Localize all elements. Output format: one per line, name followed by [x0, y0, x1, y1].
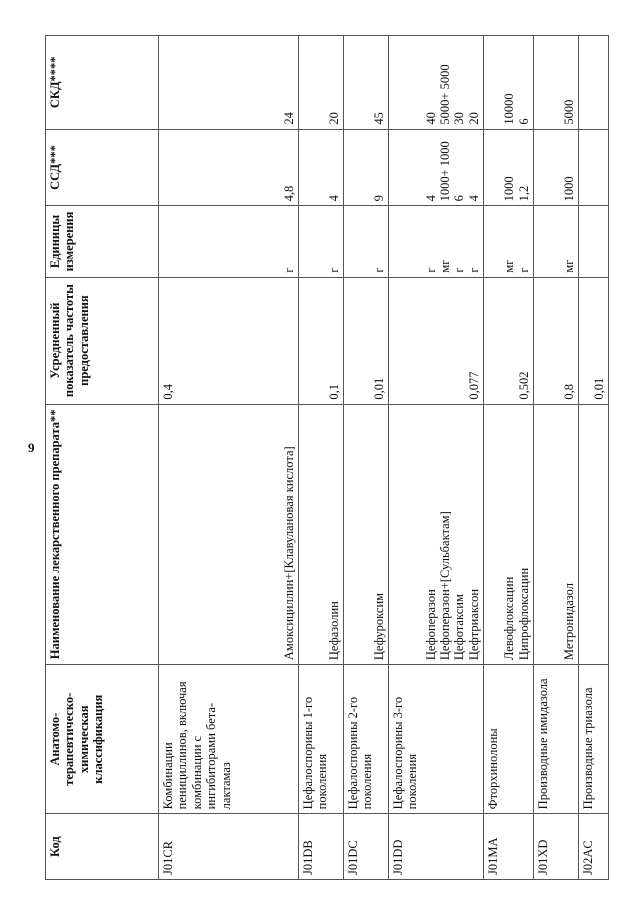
cell-line: Ципрофлоксацин	[516, 567, 531, 661]
cell-code: J02AC	[579, 814, 609, 880]
cell-skd	[299, 36, 344, 130]
cell-units	[579, 206, 609, 277]
cell-ssd	[484, 129, 534, 206]
cell-line: г	[371, 267, 386, 273]
cell-line: 6	[452, 195, 467, 202]
cell-units	[299, 206, 344, 277]
header-frequency: Усредненный показатель частоты предоставления	[46, 277, 159, 404]
cell-frequency	[579, 277, 609, 404]
cell-line: 45	[371, 112, 386, 125]
cell-drugs	[159, 404, 299, 665]
cell-line: 4,8	[281, 185, 296, 202]
cell-line: г	[423, 267, 438, 273]
header-atc: Анатомо-терапевтическо-химическая классификация	[46, 665, 159, 814]
cell-line: 4	[423, 195, 438, 202]
cell-skd	[534, 36, 579, 130]
table-row	[344, 36, 389, 880]
cell-line: Цефуроксим	[371, 592, 386, 661]
cell-atc: Производные триазола	[579, 665, 609, 814]
cell-line: 0,077	[466, 371, 481, 400]
cell-code: J01XD	[534, 814, 579, 880]
cell-line: 1000+ 1000	[437, 141, 452, 202]
header-ssd: ССД***	[46, 129, 159, 206]
cell-line: мг	[561, 259, 576, 273]
table-row	[534, 36, 579, 880]
cell-ssd	[579, 129, 609, 206]
header-units: Единицы измерения	[46, 206, 159, 277]
table-row	[159, 36, 299, 880]
cell-drugs	[344, 404, 389, 665]
cell-line: 0,01	[371, 377, 386, 400]
cell-ssd	[389, 129, 484, 206]
cell-ssd	[344, 129, 389, 206]
cell-drugs	[484, 404, 534, 665]
cell-line: Цефазолин	[326, 601, 341, 661]
cell-line: 1000	[502, 176, 517, 202]
cell-line: 10000	[502, 93, 517, 125]
cell-line: г	[452, 267, 467, 273]
cell-line: 30	[452, 112, 467, 125]
cell-atc: Комбинации пенициллинов, включая комбинации с ингибиторами бета-лактамаз	[159, 665, 299, 814]
cell-line: г	[326, 267, 341, 273]
cell-ssd	[299, 129, 344, 206]
table-row	[299, 36, 344, 880]
cell-ssd	[159, 129, 299, 206]
cell-drugs	[389, 404, 484, 665]
cell-line: 4	[466, 195, 481, 202]
cell-code: J01DB	[299, 814, 344, 880]
cell-units	[484, 206, 534, 277]
cell-line: мг	[502, 259, 517, 273]
cell-units	[344, 206, 389, 277]
cell-line: 6	[516, 118, 531, 125]
cell-line: 0,4	[161, 383, 175, 400]
cell-line: Метронидазол	[561, 583, 576, 661]
cell-code: J01DD	[389, 814, 484, 880]
cell-skd	[159, 36, 299, 130]
page-number: 9	[28, 440, 35, 455]
cell-atc: Производные имидазола	[534, 665, 579, 814]
cell-line: Амоксициллин+[Клавулановая кислота]	[281, 446, 296, 661]
table-row	[484, 36, 534, 880]
header-drug-name: Наименование лекарственного препарата**	[46, 404, 159, 665]
cell-line: 0,8	[561, 383, 576, 400]
cell-atc: Цефалоспорины 2-го поколения	[344, 665, 389, 814]
cell-line: 0,1	[326, 383, 341, 400]
table-row	[579, 36, 609, 880]
table-body	[159, 36, 609, 880]
cell-line: 5000	[561, 99, 576, 125]
header-row	[46, 36, 159, 880]
cell-line: мг	[437, 259, 452, 273]
header-code: Код	[46, 814, 159, 880]
cell-line: 1,2	[516, 185, 531, 202]
cell-line: 24	[281, 112, 296, 125]
cell-line: г	[281, 267, 296, 273]
cell-line: Левофлоксацин	[502, 576, 517, 661]
cell-frequency	[344, 277, 389, 404]
cell-line: 20	[326, 112, 341, 125]
cell-units	[534, 206, 579, 277]
cell-drugs	[534, 404, 579, 665]
cell-line: 1000	[561, 176, 576, 202]
drug-table	[45, 35, 609, 880]
cell-ssd	[534, 129, 579, 206]
cell-line: 9	[371, 195, 386, 202]
cell-line: Цефоперазон	[423, 589, 438, 661]
cell-frequency	[389, 277, 484, 404]
cell-skd	[389, 36, 484, 130]
cell-code: J01DC	[344, 814, 389, 880]
cell-line: 20	[466, 112, 481, 125]
cell-atc: Цефалоспорины 1-го поколения	[299, 665, 344, 814]
cell-frequency	[299, 277, 344, 404]
cell-frequency	[159, 277, 299, 404]
cell-atc: Цефалоспорины 3-го поколения	[389, 665, 484, 814]
cell-line: Цефотаксим	[452, 594, 467, 661]
cell-skd	[579, 36, 609, 130]
cell-drugs	[299, 404, 344, 665]
header-skd: СКД****	[46, 36, 159, 130]
cell-drugs	[579, 404, 609, 665]
table-row	[389, 36, 484, 880]
cell-line: г	[466, 267, 481, 273]
cell-line: 0,01	[591, 377, 606, 400]
cell-units	[389, 206, 484, 277]
cell-frequency	[534, 277, 579, 404]
cell-skd	[484, 36, 534, 130]
cell-atc: Фторхинолоны	[484, 665, 534, 814]
cell-line: Цефтриаксон	[466, 588, 481, 661]
cell-line: 40	[423, 112, 438, 125]
cell-frequency	[484, 277, 534, 404]
cell-skd	[344, 36, 389, 130]
cell-units	[159, 206, 299, 277]
cell-line: Цефоперазон+[Сульбактам]	[437, 511, 452, 661]
document-sheet	[45, 35, 625, 880]
cell-line: 0,502	[516, 371, 531, 400]
cell-code: J01CR	[159, 814, 299, 880]
cell-code: J01MA	[484, 814, 534, 880]
cell-line: г	[516, 267, 531, 273]
cell-line: 4	[326, 195, 341, 202]
cell-line: 5000+ 5000	[437, 64, 452, 125]
